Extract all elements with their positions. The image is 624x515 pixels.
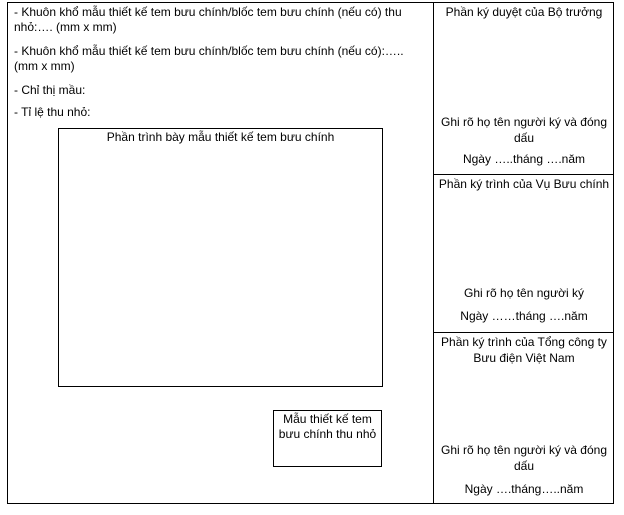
postal-dept-heading: Phần ký trình của Vụ Bưu chính: [438, 177, 610, 191]
color-instruction-line: - Chỉ thị mầu:: [14, 83, 86, 97]
minister-approval-heading: Phần ký duyệt của Bộ trưởng: [445, 5, 603, 19]
postal-dept-block: [434, 176, 614, 192]
postal-dept-date-block: [434, 309, 614, 323]
minister-sign-note: Ghi rõ họ tên người ký và đóng dấu: [441, 115, 607, 145]
form-frame: [7, 2, 614, 504]
minister-date: Ngày …..tháng ….năm: [462, 152, 586, 166]
vnpost-heading: Phần ký trình của Tổng công ty Bưu điện Việt Nam: [441, 335, 607, 365]
vnpost-date-block: [434, 482, 614, 496]
design-preview-box: [58, 128, 383, 387]
vnpost-date: Ngày ….tháng…..năm: [464, 482, 584, 496]
thumbnail-box: [273, 410, 382, 467]
thumbnail-label: Mẫu thiết kế tem bưu chính thu nhỏ: [278, 412, 377, 441]
postal-dept-sign-note-block: [434, 286, 614, 300]
scale-ratio-line: - Tỉ lệ thu nhỏ:: [14, 105, 91, 119]
vnpost-sign-note: Ghi rõ họ tên người ký và đóng dấu: [441, 443, 607, 473]
postal-dept-date: Ngày ……tháng ….năm: [460, 309, 588, 323]
postal-dept-sign-note: Ghi rõ họ tên người ký: [464, 286, 584, 300]
design-info-column: [8, 3, 433, 503]
divider-1: [434, 174, 614, 175]
vnpost-block: [434, 334, 614, 366]
signature-column: [433, 3, 614, 503]
design-preview-title: Phần trình bày mẫu thiết kế tem bưu chính: [106, 130, 335, 144]
vnpost-sign-note-block: [434, 442, 614, 474]
minister-approval-block: [434, 4, 614, 20]
minister-date-block: [434, 152, 614, 166]
design-size-line: - Khuôn khổ mẫu thiết kế tem bưu chính/blốc tem bưu chính (nếu có):….. (mm x mm): [14, 44, 404, 73]
thumbnail-size-line: - Khuôn khổ mẫu thiết kế tem bưu chính/blốc tem bưu chính (nếu có) thu nhỏ:…. (mm x mm): [14, 5, 402, 34]
divider-2: [434, 332, 614, 333]
minister-sign-note-block: [434, 114, 614, 146]
